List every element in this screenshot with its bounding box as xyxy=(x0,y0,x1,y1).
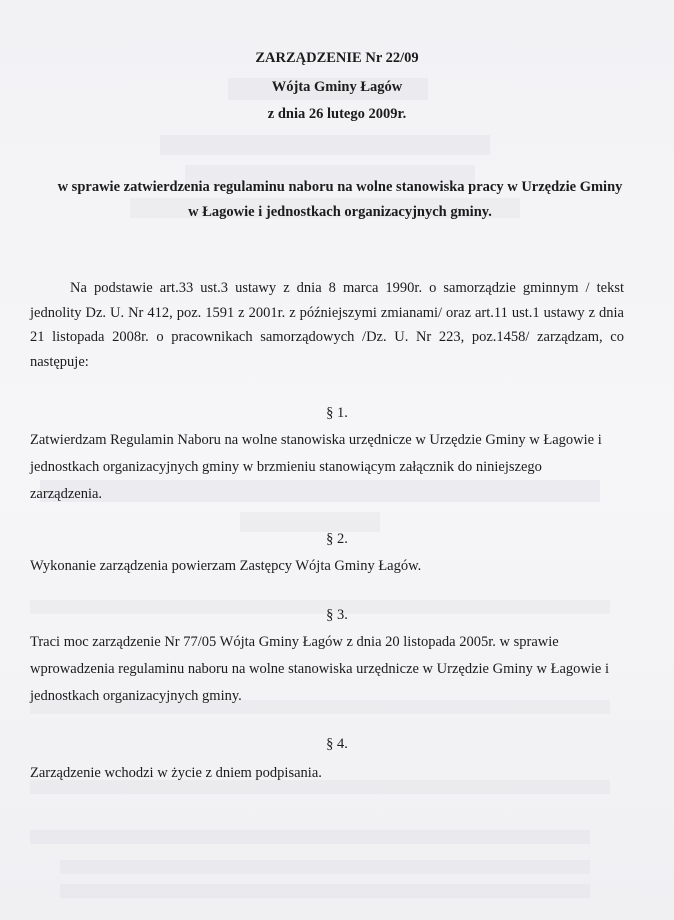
section-line: Traci moc zarządzenie Nr 77/05 Wójta Gminy Łagów z dnia 20 listopada 2005r. w sprawie xyxy=(30,634,559,650)
section-4-mark: § 4. xyxy=(326,736,348,752)
subject-line: w Łagowie i jednostkach organizacyjnych gminy. xyxy=(188,204,492,220)
section-2-mark: § 2. xyxy=(326,531,348,547)
section-line: jednostkach organizacyjnych gminy w brzmieniu stanowiącym załącznik do niniejszego xyxy=(30,459,542,475)
subject-line: w sprawie zatwierdzenia regulaminu naboru na wolne stanowiska pracy w Urzędzie Gminy xyxy=(57,179,623,195)
section-line: wprowadzenia regulaminu naboru na wolne stanowiska urzędnicze w Urzędzie Gminy w Łagowie i xyxy=(30,661,609,677)
section-line: jednostkach organizacyjnych gminy. xyxy=(30,688,242,704)
preamble-text: Na podstawie art.33 ust.3 ustawy z dnia 8 marca 1990r. o samorządzie gminnym / tekst jednolity Dz. U. Nr 412, poz. 1591 z 2001r. z późniejszymi zmianami/ oraz art.11 ust.1 ustawy z dnia 21 listopada 2008r. o pracownikach samorządowych /Dz. U. Nr 223, poz.1458/ zarządzam, co następuje: xyxy=(30,280,624,370)
document-title: ZARZĄDZENIE Nr 22/09 xyxy=(255,50,419,66)
section-line: Zarządzenie wchodzi w życie z dniem podpisania. xyxy=(30,765,322,781)
section-3-text xyxy=(30,629,650,710)
document-subject xyxy=(30,175,650,225)
bleed-through-shadow xyxy=(60,884,590,898)
section-line: Zatwierdzam Regulamin Naboru na wolne stanowiska urzędnicze w Urzędzie Gminy w Łagowie i xyxy=(30,432,602,448)
section-line: Wykonanie zarządzenia powierzam Zastępcy Wójta Gminy Łagów. xyxy=(30,558,422,574)
section-2-text xyxy=(30,553,650,580)
bleed-through-shadow xyxy=(160,135,490,155)
bleed-through-shadow xyxy=(60,860,590,874)
section-3-mark: § 3. xyxy=(326,607,348,623)
preamble-paragraph xyxy=(30,276,624,374)
bleed-through-shadow xyxy=(30,830,590,844)
document-issuer: Wójta Gminy Łagów xyxy=(271,79,403,95)
section-1-text xyxy=(30,427,650,508)
bleed-through-shadow xyxy=(240,512,380,532)
section-1-mark: § 1. xyxy=(326,405,348,421)
section-4-text xyxy=(30,760,650,787)
section-line: zarządzenia. xyxy=(30,486,103,502)
document-date: z dnia 26 lutego 2009r. xyxy=(267,106,407,122)
